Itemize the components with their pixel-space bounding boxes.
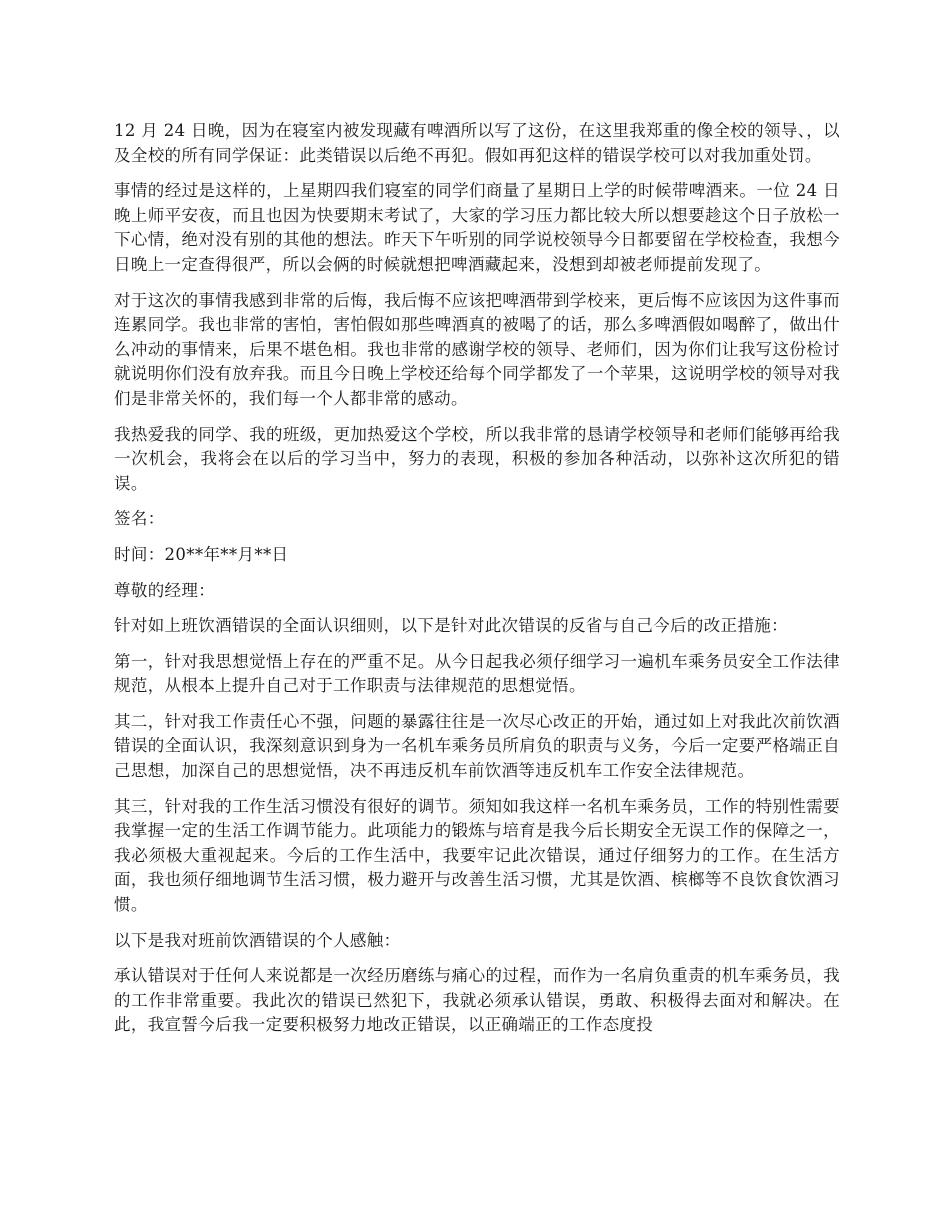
paragraph-measure-second: 其二，针对我工作责任心不强，问题的暴露往往是一次尽心改正的开始，通过如上对我此次前饮酒错误的全面认识，我深刻意识到身为一名机车乘务员所肩负的职责与义务，今后一定要严格端正自己思想，加深自己的思想觉悟，决不再违反机车前饮酒等违反机车工作安全法律规范。 [114,711,840,781]
paragraph-reflection: 承认错误对于任何人来说都是一次经历磨练与痛心的过程，而作为一名肩负重责的机车乘务员，我的工作非常重要。我此次的错误已然犯下，我就必须承认错误，勇敢、积极得去面对和解决。在此，我宣誓今后我一定要积极努力地改正错误，以正确端正的工作态度投 [114,966,840,1035]
salutation: 尊敬的经理： [114,580,216,600]
paragraph-request: 我热爱我的同学、我的班级，更加热爱这个学校，所以我非常的恳请学校领导和老师们能够再给我一次机会，我将会在以后的学习当中，努力的表现，积极的参加各种活动，以弥补这次所犯的错误。 [114,424,840,493]
paragraph-intro-measures: 针对如上班饮酒错误的全面认识细则，以下是针对此次错误的反省与自己今后的改正措施： [114,616,788,636]
paragraph-measure-third: 其三，针对我的工作生活习惯没有很好的调节。须知如我这样一名机车乘务员，工作的特别性需要我掌握一定的生活工作调节能力。此项能力的锻炼与培育是我今后长期安全无误工作的保障之一，我必须极大重视起来。今后的工作生活中，我要牢记此次错误，通过仔细努力的工作。在生活方面，我也须仔细地调节生活习惯，极力避开与改善生活习惯，尤其是饮酒、槟榔等不良饮食饮酒习惯。 [114,796,840,915]
document-body [114,119,840,1049]
date-line: 时间：20**年**月**日 [114,544,289,564]
signature-line: 签名： [114,509,165,529]
paragraph-regret: 对于这次的事情我感到非常的后悔，我后悔不应该把啤酒带到学校来，更后悔不应该因为这件事而连累同学。我也非常的害怕，害怕假如那些啤酒真的被喝了的话，那么多啤酒假如喝醉了，做出什么冲动的事情来，后果不堪色相。我也非常的感谢学校的领导、老师们，因为你们让我写这份检讨就说明你们没有放弃我。而且今日晚上学校还给每个同学都发了一个苹果，这说明学校的领导对我们是非常关怀的，我们每一个人都非常的感动。 [114,290,840,408]
paragraph-reflection-heading: 以下是我对班前饮酒错误的个人感触： [114,930,401,950]
paragraph-measure-first: 第一，针对我思想觉悟上存在的严重不足。从今日起我必须仔细学习一遍机车乘务员安全工作法律规范，从根本上提升自己对于工作职责与法律规范的思想觉悟。 [114,651,840,696]
paragraph-incident-details: 事情的经过是这样的，上星期四我们寝室的同学们商量了星期日上学的时候带啤酒来。一位 24 日晚上师平安夜，而且也因为快要期末考试了，大家的学习压力都比较大所以想要趁这个日子放松一下心情，绝对没有别的其他的想法。昨天下午听别的同学说校领导今日都要留在学校检查，我想今日晚上一定查得很严，所以会俩的时候就想把啤酒藏起来，没想到却被老师提前发现了。 [114,181,840,274]
paragraph-incident-statement: 12 月 24 日晚，因为在寝室内被发现藏有啤酒所以写了这份，在这里我郑重的像全校的领导、，以及全校的所有同学保证：此类错误以后绝不再犯。假如再犯这样的错误学校可以对我加重处罚。 [114,121,840,165]
